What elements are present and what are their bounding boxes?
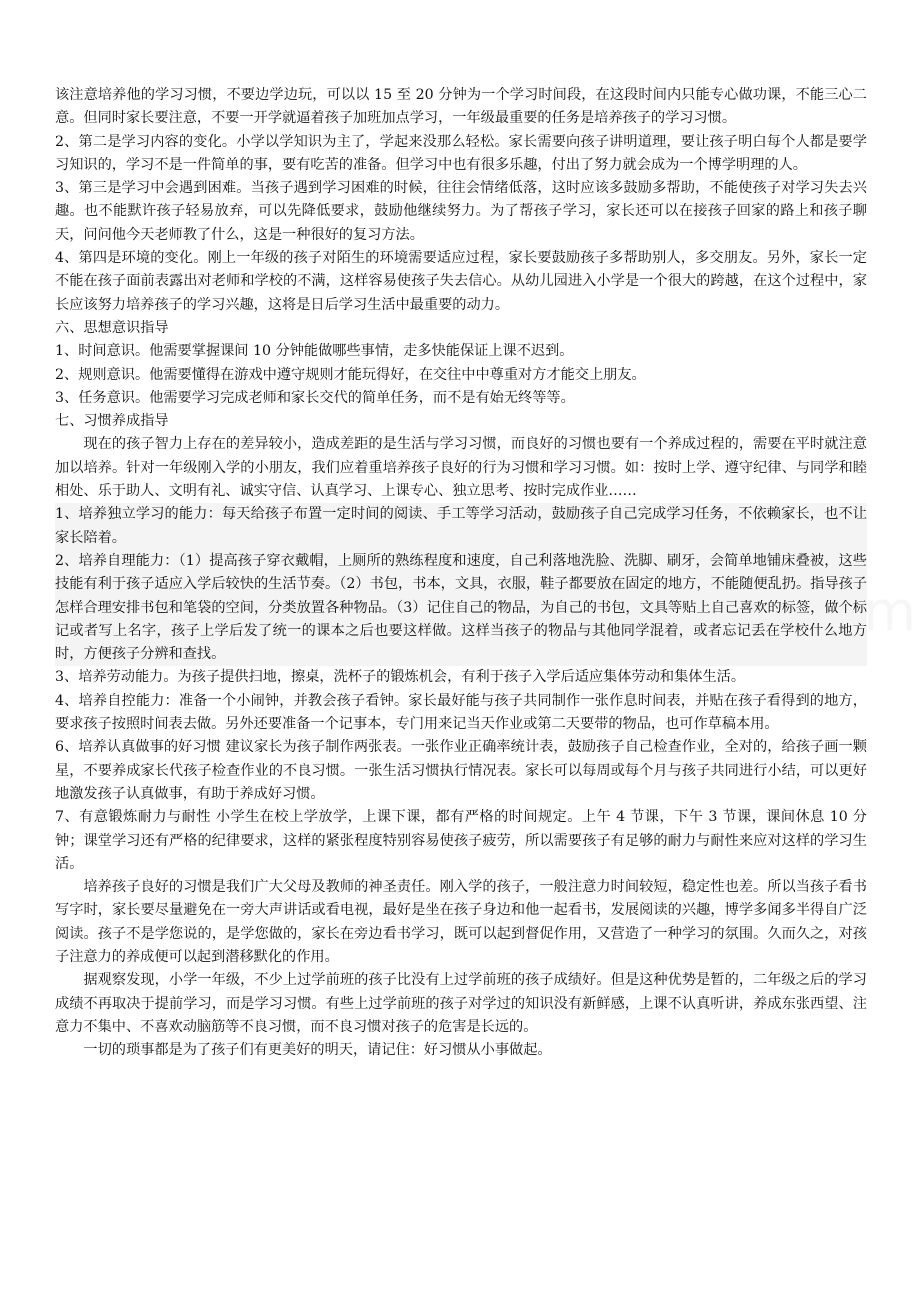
section-heading-6: 六、思想意识指导 [55, 319, 169, 336]
paragraph-item-4-environment: 4、第四是环境的变化。刚上一年级的孩子对陌生的环境需要适应过程，家长要鼓励孩子多帮助别人，多交朋友。另外，家长一定不能在孩子面前表露出对老师和学校的不满，这样容易使孩子失去信心。从幼儿园进入小学是一个很大的跨越，在这个过程中，家长应该努力培养孩子的学习兴趣，这将是日后学习生活中最重要的动力。 [55, 250, 867, 313]
paragraph-diligence: 6、培养认真做事的好习惯 建议家长为孩子制作两张表。一张作业正确率统计表，鼓励孩子自己检查作业，全对的，给孩子画一颗星，不要养成家长代孩子检查作业的不良习惯。一张生活习惯执行情况表。家长可以每周或每个月与孩子共同进行小结，可以更好地激发孩子认真做事，有助于养成好习惯。 [55, 739, 867, 802]
paragraph-self-control: 4、培养自控能力：准备一个小闹钟，并教会孩子看钟。家长最好能与孩子共同制作一张作息时间表，并贴在孩子看得到的地方，要求孩子按照时间表去做。另外还要准备一个记事本，专门用来记当天作业或第二天要带的物品，也可作草稿本用。 [55, 692, 867, 733]
paragraph-endurance: 7、有意锻炼耐力与耐性 小学生在校上学放学，上课下课，都有严格的时间规定。上午 4 节课，下午 3 节课，课间休息 10 分钟；课堂学习还有严格的纪律要求，这样的紧张程度特别容易使孩子疲劳，所以需要孩子有足够的耐力与耐性来应对这样的学习生活。 [55, 809, 867, 872]
paragraph-labor: 3、培养劳动能力。为孩子提供扫地，擦桌，洗杯子的锻炼机会，有利于孩子入学后适应集体劳动和集体生活。 [55, 669, 746, 686]
document-body [55, 84, 867, 1062]
paragraph-observation: 据观察发现，小学一年级，不少上过学前班的孩子比没有上过学前班的孩子成绩好。但是这种优势是暂的，二年级之后的学习成绩不再取决于提前学习，而是学习习惯。有些上过学前班的孩子对学过的知识没有新鲜感，上课不认真听讲，养成东张西望、注意力不集中、不喜欢动脑筋等不良习惯，而不良习惯对孩子的危害是长远的。 [55, 972, 867, 1035]
paragraph-independent-learning: 1、培养独立学习的能力：每天给孩子布置一定时间的阅读、手工等学习活动，鼓励孩子自己完成学习任务，不依赖家长，也不让家长陪着。 [55, 503, 867, 550]
paragraph-task-awareness: 3、任务意识。他需要学习完成老师和家长交代的简单任务，而不是有始无终等等。 [55, 389, 575, 406]
paragraph-habit-overview: 现在的孩子智力上存在的差异较小，造成差距的是生活与学习习惯，而良好的习惯也要有一个养成过程的，需要在平时就注意加以培养。针对一年级刚入学的小朋友，我们应着重培养孩子良好的行为习惯和学习习惯。如：按时上学、遵守纪律、与同学和睦相处、乐于助人、文明有礼、诚实守信、认真学习、上课专心、独立思考、按时完成作业…… [55, 436, 867, 500]
paragraph-parent-responsibility: 培养孩子良好的习惯是我们广大父母及教师的神圣责任。刚入学的孩子，一般注意力时间较短，稳定性也差。所以当孩子看书写字时，家长要尽量避免在一旁大声讲话或看电视，最好是坐在孩子身边和他一起看书，发展阅读的兴趣，博学多闻多半得自广泛阅读。孩子不是学您说的，是学您做的，家长在旁边看书学习，既可以起到督促作用，又营造了一种学习的氛围。久而久之，对孩子注意力的养成便可以起到潜移默化的作用。 [55, 879, 867, 965]
paragraph-time-awareness: 1、时间意识。他需要掌握课间 10 分钟能做哪些事情，走多快能保证上课不迟到。 [55, 343, 574, 360]
paragraph-item-3-difficulties: 3、第三是学习中会遇到困难。当孩子遇到学习困难的时候，往往会情绪低落，这时应该多鼓励多帮助，不能使孩子对学习失去兴趣。也不能默许孩子轻易放弃，可以先降低要求，鼓励他继续努力。为了帮孩子学习，家长还可以在接孩子回家的路上和孩子聊天，问问他今天老师教了什么，这是一种很好的复习方法。 [55, 180, 867, 243]
paragraph-closing: 一切的琐事都是为了孩子们有更美好的明天，请记住：好习惯从小事做起。 [83, 1042, 552, 1059]
paragraph-self-care: 2、培养自理能力：（1）提高孩子穿衣戴帽，上厕所的熟练程度和速度，自己利落地洗脸、洗脚、刷牙，会简单地铺床叠被，这些技能有利于孩子适应入学后较快的生活节奏。（2）书包，书本，文具，衣服，鞋子都要放在固定的地方，不能随便乱扔。指导孩子怎样合理安排书包和笔袋的空间，分类放置各种物品。（3）记住自己的物品，为自己的书包，文具等贴上自己喜欢的标签，做个标记或者写上名字，孩子上学后发了统一的课本之后也要这样做。这样当孩子的物品与其他同学混着，或者忘记丢在学校什么地方时，方便孩子分辨和查找。 [55, 550, 867, 666]
paragraph-item-2-learning-content: 2、第二是学习内容的变化。小学以学知识为主了，学起来没那么轻松。家长需要向孩子讲明道理，要让孩子明白每个人都是要学习知识的，学习不是一件简单的事，要有吃苦的准备。但学习中也有很多乐趣，付出了努力就会成为一个博学明理的人。 [55, 133, 867, 173]
paragraph-habit-intro: 该注意培养他的学习习惯，不要边学边玩，可以以 15 至 20 分钟为一个学习时间段，在这段时间内只能专心做功课，不能三心二意。但同时家长要注意，不要一开学就逼着孩子加班加点学习，一年级最重要的任务是培养孩子的学习习惯。 [55, 87, 867, 127]
paragraph-rule-awareness: 2、规则意识。他需要懂得在游戏中遵守规则才能玩得好，在交往中中尊重对方才能交上朋友。 [55, 366, 646, 383]
section-heading-7: 七、习惯养成指导 [55, 413, 169, 430]
